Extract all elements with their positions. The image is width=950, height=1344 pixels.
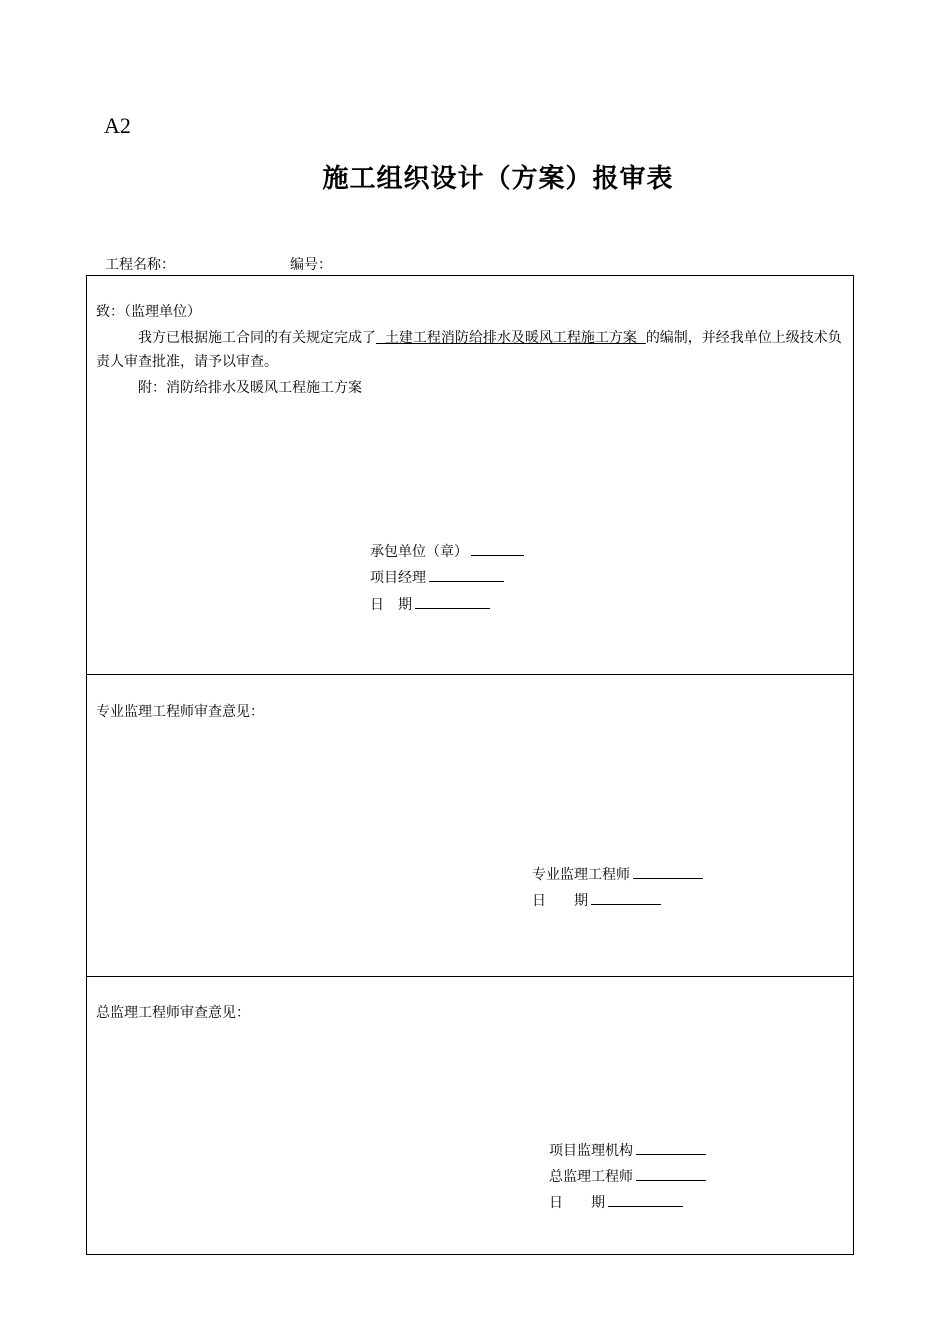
manager-signature-row [370,567,504,589]
org-signature-row [549,1140,706,1162]
engineer-date-label: 日 期 [532,893,588,909]
form-code: A2 [104,113,131,138]
submission-section [87,276,853,675]
manager-blank[interactable] [429,567,504,582]
submission-body [96,326,848,374]
body-prefix: 我方已根据施工合同的有关规定完成了 [138,330,376,346]
date-label: 日 期 [370,597,412,613]
plan-name: 土建工程消防给排水及暖风工程施工方案 [376,330,646,346]
org-label: 项目监理机构 [549,1143,633,1159]
date-row [370,594,490,616]
page-title: 施工组织设计（方案）报审表 [322,164,674,194]
chief-date-label: 日 期 [549,1195,605,1211]
manager-label: 项目经理 [370,570,426,586]
chief-label: 总监理工程师 [549,1169,633,1185]
chief-review-section [87,977,853,1256]
chief-date-row [549,1192,683,1214]
recipient-line: 致：（监理单位） [96,304,201,320]
chief-signature-row [549,1166,706,1188]
org-blank[interactable] [636,1140,706,1155]
engineer-review-section [87,675,853,977]
engineer-signature-row [532,864,703,886]
contractor-label: 承包单位（章） [370,544,468,560]
engineer-date-row [532,890,661,912]
form-table [86,275,854,1255]
contractor-blank[interactable] [471,541,524,556]
contractor-signature-row [370,541,524,563]
chief-date-blank[interactable] [608,1192,683,1207]
engineer-review-heading: 专业监理工程师审查意见： [96,704,264,720]
engineer-date-blank[interactable] [591,890,661,905]
attachment-line: 附：消防给排水及暖风工程施工方案 [138,380,362,396]
body-suffix: 的编制，并经我单位上级技术负责人审查批准，请予以审查。 [96,330,842,370]
chief-review-heading: 总监理工程师审查意见： [96,1005,250,1021]
number-label: 编号： [290,257,332,273]
engineer-blank[interactable] [633,864,703,879]
engineer-label: 专业监理工程师 [532,867,630,883]
date-blank[interactable] [415,594,490,609]
project-name-label: 工程名称： [105,257,175,273]
chief-blank[interactable] [636,1166,706,1181]
